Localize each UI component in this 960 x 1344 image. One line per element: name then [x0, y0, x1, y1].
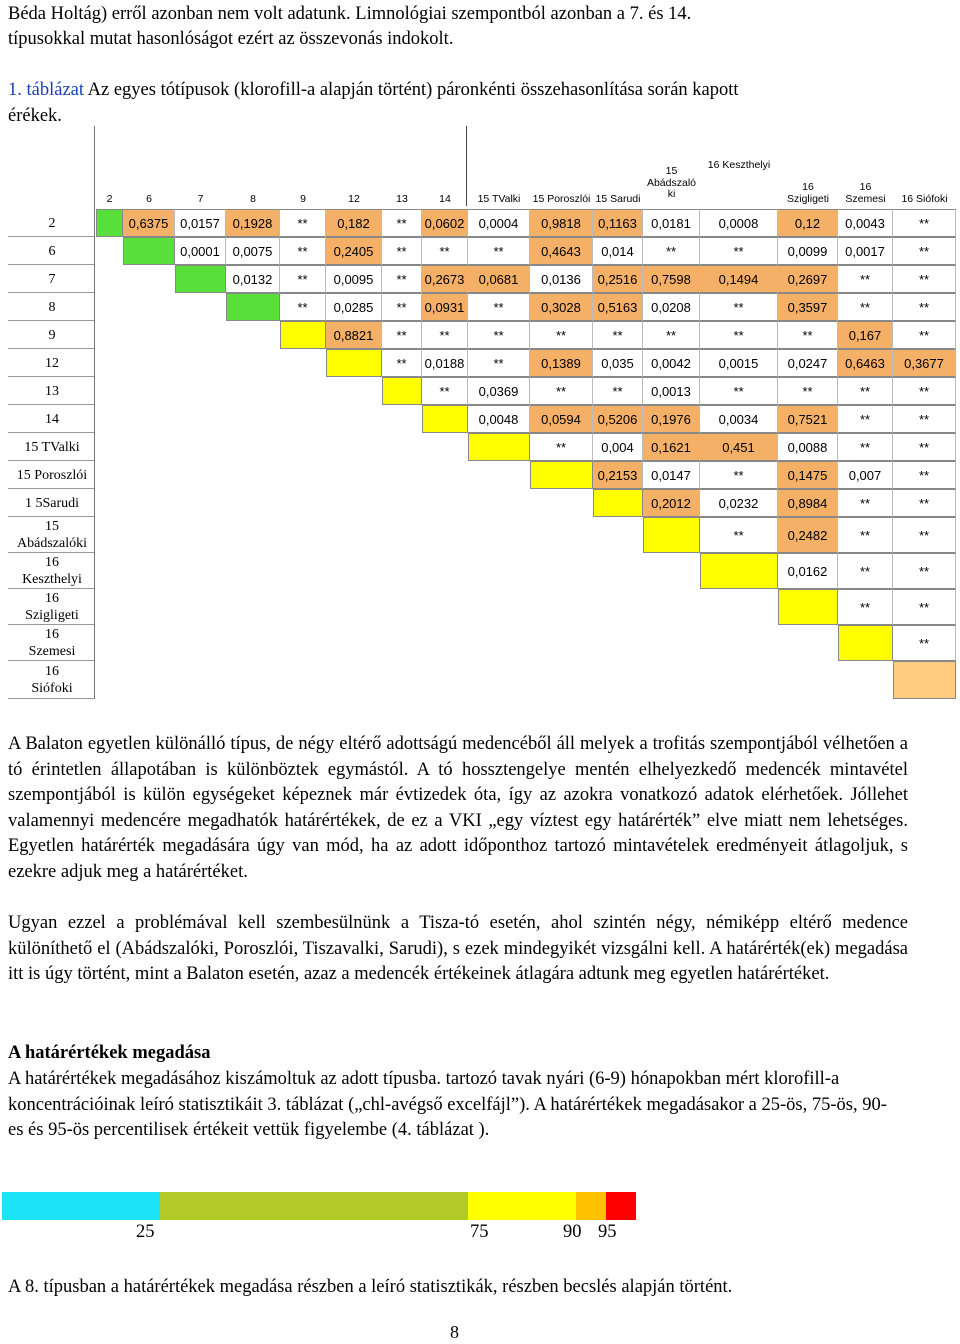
- table-cell: 0,4643: [530, 237, 593, 265]
- legend-segment: [606, 1192, 636, 1220]
- diagonal-cell: [593, 489, 643, 517]
- table-cell: **: [593, 321, 643, 349]
- table-cell: **: [468, 237, 530, 265]
- diagonal-cell: [226, 293, 280, 321]
- diagonal-cell: [280, 321, 326, 349]
- paragraph-type8: A 8. típusban a határértékek megadása részben a leíró statisztikák, részben becslés alapján történt.: [8, 1277, 733, 1297]
- column-header-line: 16: [802, 181, 814, 193]
- table-cell: **: [530, 433, 593, 461]
- page-number: 8: [450, 1322, 459, 1342]
- legend-segment: [576, 1192, 606, 1220]
- table-cell: 0,0099: [778, 237, 838, 265]
- table-cell: 0,2697: [778, 265, 838, 293]
- column-header: 14: [439, 193, 451, 205]
- table-cell: 0,3028: [530, 293, 593, 321]
- table-cell: 0,0088: [778, 433, 838, 461]
- column-header: 15 Sarudi: [595, 193, 641, 205]
- diagonal-cell: [422, 405, 468, 433]
- table-cell: **: [700, 321, 778, 349]
- table-cell: **: [382, 209, 422, 237]
- table-cell: **: [280, 293, 326, 321]
- table-cell: 0,0285: [326, 293, 382, 321]
- table-cell: **: [893, 589, 956, 625]
- row-header: [8, 553, 96, 589]
- column-header: 12: [348, 193, 360, 205]
- table-cell: 0,0208: [643, 293, 700, 321]
- table-cell: 0,0043: [838, 209, 893, 237]
- column-header-line: Szemesi: [845, 192, 886, 205]
- table-cell: 0,0181: [643, 209, 700, 237]
- table-cell: 0,0681: [468, 265, 530, 293]
- diagonal-cell: [893, 661, 956, 699]
- intro-line-1: Béda Holtág) erről azonban nem volt adatunk. Limnológiai szempontból azonban a 7. és 14.: [8, 4, 692, 24]
- row-header-line: 16: [45, 664, 59, 679]
- table-caption-text: Az egyes tótípusok (klorofill-a alapján történt) páronkénti összehasonlítása során kapott: [84, 80, 739, 100]
- table-cell: 0,035: [593, 349, 643, 377]
- row-header: 7: [48, 271, 56, 287]
- column-header: 7: [197, 193, 204, 205]
- legend-label-90: 90: [563, 1222, 582, 1242]
- table-cell: 0,0594: [530, 405, 593, 433]
- table-cell: **: [700, 377, 778, 405]
- table-cell: 0,8821: [326, 321, 382, 349]
- table-cell: 0,1976: [643, 405, 700, 433]
- table-cell: **: [468, 349, 530, 377]
- row-header-line: Szemesi: [28, 644, 76, 659]
- table-cell: 0,451: [700, 433, 778, 461]
- table-cell: 0,0369: [468, 377, 530, 405]
- table-cell: 0,0004: [468, 209, 530, 237]
- intro-line-2: típusokkal mutat hasonlóságot ezért az összevonás indokolt.: [8, 29, 454, 49]
- table-cell: **: [893, 293, 956, 321]
- table-cell: 0,014: [593, 237, 643, 265]
- paragraph-balaton: A Balaton egyetlen különálló típus, de négy eltérő adottságú medencéből áll melyek a trofitás szempontjából vélhetően a tó érintetlen állapotában is különböztek egymástól. A tó hossztengelye mentén elhelyezkedő medencék mintavétel szempontjából is külön egységeket képeznek már évtizedek óta, így az azokra vonatkozó adatok elérhetőek. Jóllehet valamennyi medencére megadhatók határértékek, de ez a VKI „egy víztest egy határérték” elve miatt nem lehetséges. Egyetlen határérték megadására úgy van mód, ha az adott időponthoz tartozó mintavételek eredményeit átlagoljuk, s ezekre adjuk meg a határértéket.: [8, 734, 908, 882]
- table-cell: **: [643, 321, 700, 349]
- diagonal-cell: [778, 589, 838, 625]
- table-cell: 0,0042: [643, 349, 700, 377]
- table-cell: 0,0188: [422, 349, 468, 377]
- table-cell: **: [280, 237, 326, 265]
- table-cell: **: [893, 489, 956, 517]
- table-cell: **: [838, 553, 893, 589]
- row-header: 15 Poroszlói: [16, 467, 88, 483]
- table-cell: **: [778, 321, 838, 349]
- table-cell: 0,1475: [778, 461, 838, 489]
- table-cell: 0,2405: [326, 237, 382, 265]
- column-header: 13: [396, 193, 408, 205]
- legend-segment: [2, 1192, 160, 1220]
- diagonal-cell: [700, 553, 778, 589]
- table-cell: 0,167: [838, 321, 893, 349]
- row-header-rule: [8, 698, 94, 699]
- row-header: 15 TValki: [24, 439, 80, 455]
- column-header: [643, 166, 700, 201]
- table-cell: **: [422, 321, 468, 349]
- column-header-line: ki: [667, 188, 676, 200]
- table-cell: **: [838, 489, 893, 517]
- diagonal-cell: [175, 265, 226, 293]
- column-header: [838, 182, 893, 205]
- table-cell: **: [382, 321, 422, 349]
- table-cell: **: [382, 237, 422, 265]
- row-header: 2: [48, 215, 56, 231]
- row-header: [8, 517, 96, 553]
- column-header: 8: [250, 193, 256, 205]
- table-cell: **: [838, 293, 893, 321]
- legend-segment: [468, 1192, 576, 1220]
- table-cell: **: [468, 293, 530, 321]
- table-cell: 0,004: [593, 433, 643, 461]
- table-cell: **: [382, 293, 422, 321]
- table-cell: **: [468, 321, 530, 349]
- table-cell: 0,9818: [530, 209, 593, 237]
- table-cell: 0,5163: [593, 293, 643, 321]
- row-header-line: 16: [45, 627, 59, 642]
- table-cell: 0,1928: [226, 209, 280, 237]
- table-cell: 0,12: [778, 209, 838, 237]
- diagonal-cell: [643, 517, 700, 553]
- table-cell: **: [838, 265, 893, 293]
- section-heading: A határértékek megadása: [8, 1043, 211, 1063]
- table-cell: **: [778, 377, 838, 405]
- row-header-line: Szigligeti: [25, 608, 79, 623]
- percentile-color-bar: [2, 1192, 636, 1220]
- diagonal-cell: [326, 349, 382, 377]
- row-header: 1 5Sarudi: [24, 495, 80, 511]
- column-header: 16 Keszthelyi: [707, 159, 771, 171]
- table-cell: **: [893, 517, 956, 553]
- table-cell: 0,1163: [593, 209, 643, 237]
- column-header: 16 Siófoki: [901, 193, 948, 205]
- column-header-line: 15: [665, 165, 678, 177]
- table-cell: **: [593, 377, 643, 405]
- table-cell: **: [838, 405, 893, 433]
- table-cell: 0,0015: [700, 349, 778, 377]
- table-cell: 0,0095: [326, 265, 382, 293]
- diagonal-cell: [96, 209, 123, 237]
- paragraph-limits: A határértékek megadásához kiszámoltuk az adott típusba. tartozó tavak nyári (6-9) hónapokban mért klorofill-a koncentrációinak leíró statisztikáit 3. táblázat („chl-avégső excelfájl”). A határértékek megadásakor a 25-ös, 75-ös, 90-es és 95-ös percentilisek értékeit vettük figyelembe (4. táblázat ).: [8, 1069, 887, 1140]
- column-header-line: Abádszaló: [646, 176, 697, 189]
- row-header-line: 16: [45, 591, 59, 606]
- row-header: 12: [45, 355, 59, 371]
- row-header: 6: [48, 243, 56, 259]
- legend-label-75: 75: [470, 1222, 489, 1242]
- column-header-line: 16: [859, 181, 872, 193]
- table-cell: 0,0008: [700, 209, 778, 237]
- table-cell: 0,182: [326, 209, 382, 237]
- table-cell: 0,6375: [123, 209, 175, 237]
- legend-segment: [160, 1192, 468, 1220]
- diagonal-cell: [838, 625, 893, 661]
- row-header-line: 16: [45, 555, 59, 570]
- table-cell: 0,0136: [530, 265, 593, 293]
- table-cell: 0,0132: [226, 265, 280, 293]
- table-cell: **: [893, 553, 956, 589]
- row-header: [8, 661, 96, 699]
- table-cell: 0,6463: [838, 349, 893, 377]
- diagonal-cell: [382, 377, 422, 405]
- table-cell: **: [838, 589, 893, 625]
- table-cell: **: [422, 237, 468, 265]
- table-cell: **: [893, 377, 956, 405]
- table-cell: **: [382, 349, 422, 377]
- column-header: 9: [300, 193, 306, 205]
- row-header: [8, 589, 96, 625]
- table-cell: 0,2012: [643, 489, 700, 517]
- table-cell: **: [893, 321, 956, 349]
- row-header-line: 15: [45, 519, 59, 534]
- table-cell: **: [893, 625, 956, 661]
- table-cell: **: [422, 377, 468, 405]
- table-cell: **: [700, 517, 778, 553]
- table-cell: 0,0247: [778, 349, 838, 377]
- table-cell: 0,0147: [643, 461, 700, 489]
- paragraph-tisza: Ugyan ezzel a problémával kell szembesülnünk a Tisza-tó esetén, ahol szintén négy, némiképp eltérő medence különíthető el (Abádszalóki, Poroszlói, Tiszavalki, Sarudi), s ezek mindegyikét vizsgálni kell. A határérték(ek) megadása itt is úgy történt, mint a Balaton esetén, azaz a medencék értékeinek átlagára adtunk meg egyetlen határértéket.: [8, 913, 908, 984]
- table-cell: **: [280, 265, 326, 293]
- table-cell: 0,7521: [778, 405, 838, 433]
- table-cell: **: [700, 237, 778, 265]
- table-cell: 0,2153: [593, 461, 643, 489]
- row-header: 14: [45, 411, 59, 427]
- table-cell: 0,0013: [643, 377, 700, 405]
- table-cell: **: [838, 517, 893, 553]
- table-cell: **: [893, 265, 956, 293]
- table-cell: **: [893, 209, 956, 237]
- table-cell: 0,3677: [893, 349, 956, 377]
- table-cell: 0,0162: [778, 553, 838, 589]
- table-cell: 0,3597: [778, 293, 838, 321]
- column-header: [778, 182, 838, 205]
- diagonal-cell: [530, 461, 593, 489]
- diagonal-cell: [123, 237, 175, 265]
- table-cell: **: [838, 433, 893, 461]
- table-cell: 0,0602: [422, 209, 468, 237]
- table-cell: 0,1621: [643, 433, 700, 461]
- diagonal-cell: [468, 433, 530, 461]
- table-cell: **: [700, 293, 778, 321]
- table-cell: **: [893, 405, 956, 433]
- table-cell: 0,2482: [778, 517, 838, 553]
- row-header-line: Abádszalóki: [17, 536, 87, 551]
- table-cell: 0,2673: [422, 265, 468, 293]
- column-header-line: Szigligeti: [786, 192, 830, 205]
- column-header: 15 Poroszlói: [532, 193, 591, 205]
- table-cell: **: [530, 377, 593, 405]
- table-cell: 0,0931: [422, 293, 468, 321]
- row-header: [8, 625, 96, 661]
- table-cell: 0,0232: [700, 489, 778, 517]
- table-cell: 0,0075: [226, 237, 280, 265]
- row-header: 9: [48, 327, 56, 343]
- table-cell: **: [643, 237, 700, 265]
- table-cell: 0,7598: [643, 265, 700, 293]
- legend-label-95: 95: [598, 1222, 617, 1242]
- table-cell: 0,0048: [468, 405, 530, 433]
- row-header-line: Siófoki: [31, 681, 73, 696]
- table-cell: 0,8984: [778, 489, 838, 517]
- table-cell: 0,0157: [175, 209, 226, 237]
- table-cell: 0,2516: [593, 265, 643, 293]
- table-cell: 0,007: [838, 461, 893, 489]
- row-header-line: Keszthelyi: [22, 572, 82, 587]
- table-cell: 0,0034: [700, 405, 778, 433]
- row-header: 8: [48, 299, 56, 315]
- column-header: 6: [146, 193, 152, 205]
- table-cell: **: [838, 377, 893, 405]
- table-cell: 0,1494: [700, 265, 778, 293]
- table-cell: **: [280, 209, 326, 237]
- column-header: 2: [106, 193, 113, 205]
- table-caption: [8, 78, 908, 104]
- table-cell: 0,0017: [838, 237, 893, 265]
- table-cell: 0,0001: [175, 237, 226, 265]
- table-cell: 0,1389: [530, 349, 593, 377]
- table-cell: **: [700, 461, 778, 489]
- table-cell: **: [530, 321, 593, 349]
- table-caption-line-2: érékek.: [8, 106, 62, 126]
- table-caption-number: 1. táblázat: [8, 80, 85, 100]
- table-cell: 0,5206: [593, 405, 643, 433]
- legend-label-25: 25: [136, 1222, 155, 1242]
- column-header: 15 TValki: [477, 193, 521, 205]
- row-header: 13: [45, 383, 59, 399]
- table-cell: **: [893, 237, 956, 265]
- table-cell: **: [893, 433, 956, 461]
- table-cell: **: [382, 265, 422, 293]
- table-cell: **: [893, 461, 956, 489]
